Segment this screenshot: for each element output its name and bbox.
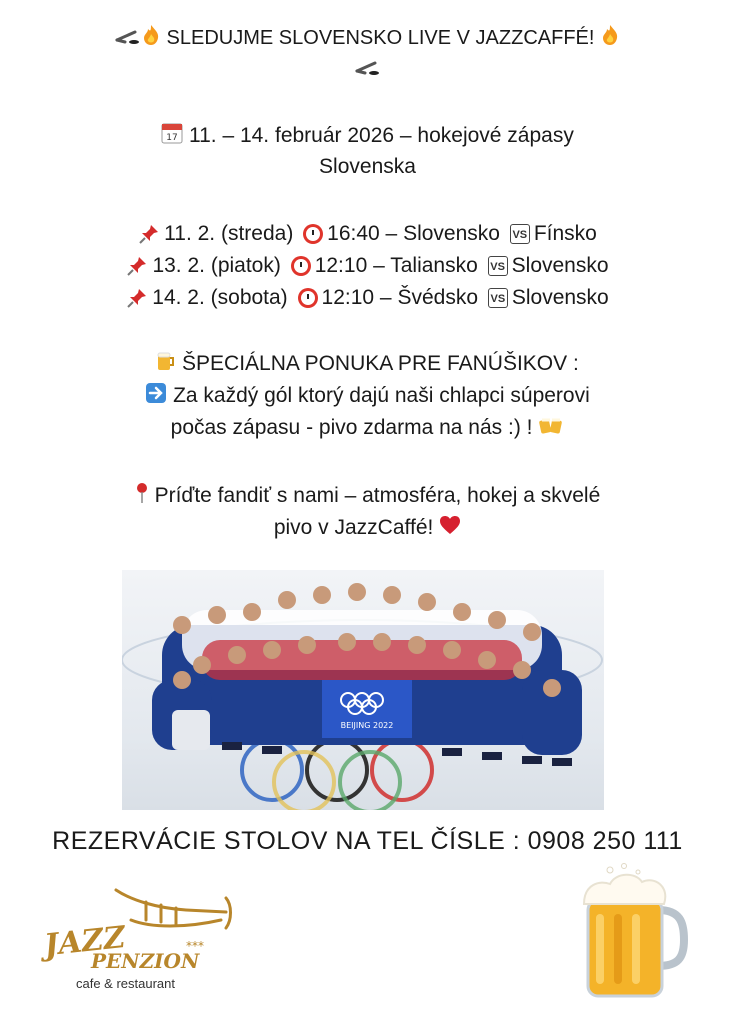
game-row: 13. 2. (piatok) 12:10 – Taliansko VS Slovensko bbox=[0, 252, 735, 280]
alarm-clock-icon bbox=[298, 288, 318, 308]
player-skates bbox=[222, 742, 572, 766]
team-photo bbox=[122, 570, 604, 810]
heart-icon bbox=[439, 514, 461, 542]
game-date: 13. 2. (piatok) bbox=[152, 254, 281, 277]
game-row: 11. 2. (streda) 16:40 – Slovensko VS Fínsko bbox=[0, 220, 735, 248]
pushpin-icon bbox=[126, 287, 148, 309]
alarm-clock-icon bbox=[303, 224, 323, 244]
team-photo-illustration bbox=[122, 570, 604, 810]
hockey-stick-icon bbox=[355, 56, 381, 84]
game-row: 14. 2. (sobota) 12:10 – Švédsko VS Slovensko bbox=[0, 284, 735, 312]
headline-stick-row bbox=[0, 56, 735, 84]
game-away: Slovensko bbox=[511, 286, 609, 309]
logo-tagline: cafe & restaurant bbox=[76, 976, 175, 991]
game-time: 12:10 bbox=[321, 286, 375, 309]
red-pin-icon bbox=[135, 482, 149, 511]
game-away: Fínsko bbox=[533, 222, 597, 245]
banner-text: BEIJING 2022 bbox=[340, 721, 394, 730]
logo-word-1: JAZZ bbox=[42, 920, 128, 964]
fire-icon bbox=[600, 24, 620, 53]
game-home: Slovensko bbox=[403, 222, 500, 245]
invite-line-1 bbox=[0, 482, 735, 511]
beer-mug-icon bbox=[156, 350, 176, 379]
fire-icon bbox=[141, 24, 161, 53]
game-date: 14. 2. (sobota) bbox=[152, 286, 288, 309]
jazz-penzion-logo bbox=[36, 880, 246, 1000]
game-time: 16:40 bbox=[327, 222, 380, 245]
headline bbox=[0, 24, 735, 53]
offer-text-1: Za každý gól ktorý dajú naši chlapci súperovi bbox=[173, 384, 590, 408]
invite-text-2: pivo v JazzCaffé! bbox=[273, 516, 434, 539]
game-home: Švédsko bbox=[397, 286, 478, 309]
dates-line-1 bbox=[0, 122, 735, 151]
logo-stars: *** bbox=[186, 939, 204, 953]
vs-icon: VS bbox=[510, 224, 530, 244]
hockey-stick-icon bbox=[115, 25, 141, 53]
svg-text:17: 17 bbox=[166, 133, 178, 143]
game-away: Slovensko bbox=[511, 254, 609, 277]
reservation-line: REZERVÁCIE STOLOV NA TEL ČÍSLE : 0908 250 111 bbox=[52, 827, 683, 855]
dates-text: 11. – 14. február 2026 – hokejové zápasy bbox=[188, 124, 574, 148]
game-home: Taliansko bbox=[390, 254, 478, 277]
vs-icon: VS bbox=[488, 288, 508, 308]
invite-text-1: Príďte fandiť s nami – atmosféra, hokej a skvelé bbox=[154, 484, 601, 508]
pushpin-icon bbox=[126, 255, 148, 277]
beers-icon bbox=[538, 414, 564, 443]
alarm-clock-icon bbox=[291, 256, 311, 276]
dates-line-2: Slovenska bbox=[319, 155, 416, 178]
trumpet-icon bbox=[36, 880, 246, 1000]
pushpin-icon bbox=[138, 223, 160, 245]
calendar-icon bbox=[161, 122, 183, 151]
beer-mug-illustration bbox=[580, 862, 690, 1002]
game-time: 12:10 bbox=[314, 254, 368, 277]
vs-icon: VS bbox=[488, 256, 508, 276]
offer-line-2 bbox=[0, 414, 735, 443]
offer-title-text: ŠPECIÁLNA PONUKA PRE FANÚŠIKOV : bbox=[182, 352, 579, 376]
invite-line-2 bbox=[0, 514, 735, 542]
beer-mug-icon bbox=[580, 862, 690, 1002]
offer-title bbox=[0, 350, 735, 379]
headline-text: SLEDUJME SLOVENSKO LIVE V JAZZCAFFÉ! bbox=[166, 27, 595, 49]
offer-line-1 bbox=[0, 382, 735, 411]
offer-text-2: počas zápasu - pivo zdarma na nás :) ! bbox=[170, 416, 533, 440]
game-date: 11. 2. (streda) bbox=[164, 222, 294, 245]
arrow-right-icon bbox=[145, 382, 167, 411]
logo-word-2: PENZION bbox=[91, 949, 200, 973]
